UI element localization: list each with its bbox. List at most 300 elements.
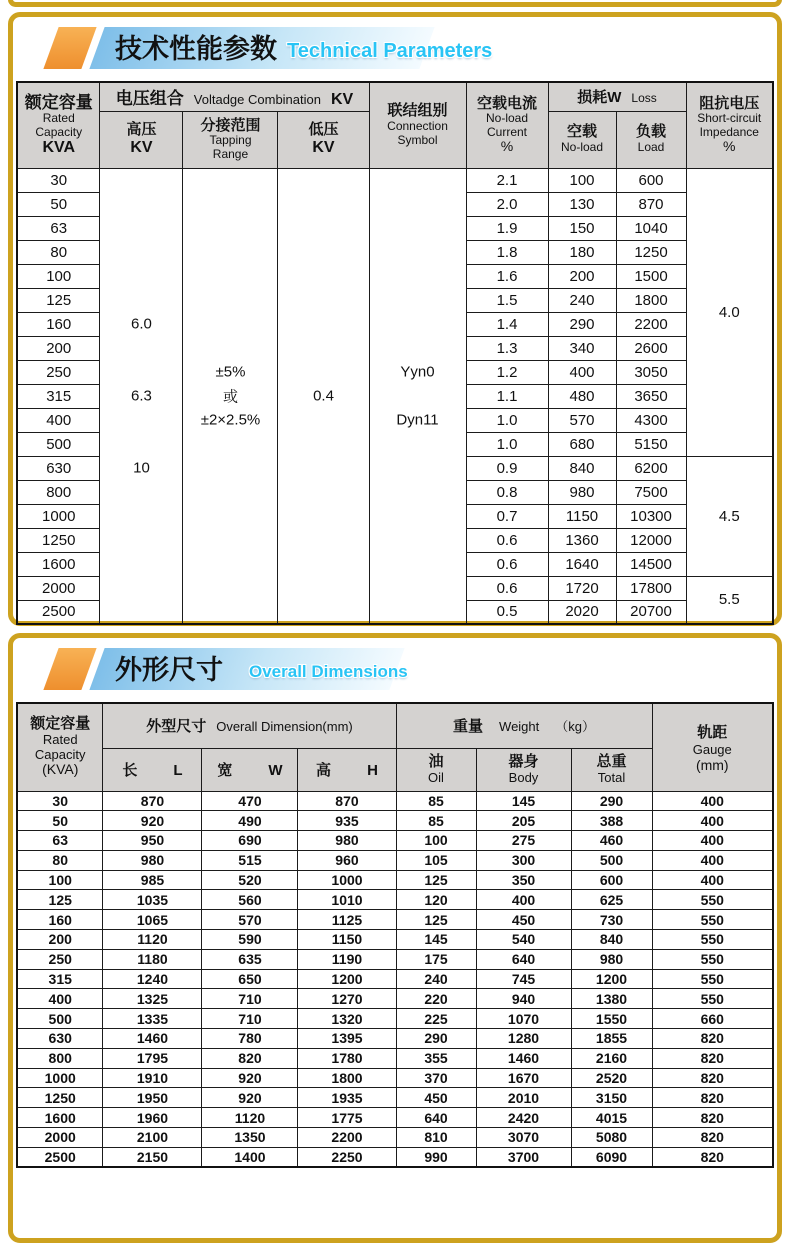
dim-table-row [17, 1009, 773, 1029]
width-cell: 635 [202, 949, 298, 969]
total-weight-cell: 980 [571, 949, 652, 969]
col-tapping-range [183, 111, 278, 168]
header-en: Overall Dimension(mm) [216, 719, 353, 735]
noload-loss-cell: 840 [548, 456, 616, 480]
header-cn: 外型尺寸 [146, 718, 207, 736]
noload-loss-cell: 570 [548, 408, 616, 432]
noload-loss-cell: 200 [548, 264, 616, 288]
width-cell: 1350 [202, 1128, 298, 1148]
overall-dimensions-table [16, 702, 774, 1168]
col-overall-dimension [103, 703, 396, 748]
load-loss-cell: 14500 [616, 552, 686, 576]
capacity-cell: 125 [17, 288, 100, 312]
noload-current-cell: 0.9 [466, 456, 548, 480]
width-cell: 920 [202, 1068, 298, 1088]
header-unit: （kg） [555, 719, 595, 735]
capacity-cell: 2000 [17, 1128, 103, 1148]
header-en: Connection [387, 119, 448, 134]
capacity-cell: 315 [17, 969, 103, 989]
gauge-cell: 400 [652, 831, 773, 851]
header-en: Capacity [35, 124, 83, 139]
noload-loss-cell: 680 [548, 432, 616, 456]
section2-title-en: Overall Dimensions [249, 662, 408, 681]
oil-weight-cell: 990 [396, 1147, 476, 1167]
body-weight-cell: 350 [476, 870, 571, 890]
section1-title-en: Technical Parameters [287, 40, 493, 62]
header-unit: % [500, 138, 514, 155]
oil-weight-cell: 85 [396, 811, 476, 831]
body-weight-cell: 1070 [476, 1009, 571, 1029]
width-cell: 650 [202, 969, 298, 989]
dim-table-row [17, 890, 773, 910]
noload-loss-cell: 1640 [548, 552, 616, 576]
length-cell: 1460 [103, 1029, 202, 1049]
capacity-cell: 800 [17, 480, 100, 504]
capacity-cell: 100 [17, 264, 100, 288]
dim-table-row [17, 949, 773, 969]
capacity-cell: 63 [17, 831, 103, 851]
noload-loss-cell: 290 [548, 312, 616, 336]
length-cell: 2100 [103, 1128, 202, 1148]
width-cell: 470 [202, 791, 298, 811]
capacity-cell: 63 [17, 216, 100, 240]
tapping-cell-value: ±5% [215, 363, 246, 381]
capacity-cell: 2500 [17, 1147, 103, 1167]
header-en: Range [212, 146, 249, 161]
col-connection-symbol [369, 82, 466, 168]
dim-table-body [17, 791, 773, 1167]
dim-table-row [17, 910, 773, 930]
height-cell: 1200 [298, 969, 396, 989]
length-cell: 1950 [103, 1088, 202, 1108]
height-cell: 2250 [298, 1147, 396, 1167]
capacity-cell: 80 [17, 850, 103, 870]
col-high-voltage [100, 111, 183, 168]
header-cn: 损耗W [577, 89, 622, 107]
total-weight-cell: 500 [571, 850, 652, 870]
capacity-cell: 630 [17, 1029, 103, 1049]
capacity-cell: 125 [17, 890, 103, 910]
length-cell: 1180 [103, 949, 202, 969]
width-cell: 710 [202, 1009, 298, 1029]
length-cell: 2150 [103, 1147, 202, 1167]
header-en: Body [508, 769, 539, 785]
header-en: Symbol [397, 132, 438, 147]
total-weight-cell: 730 [571, 910, 652, 930]
height-cell: 1935 [298, 1088, 396, 1108]
oil-weight-cell: 105 [396, 850, 476, 870]
header-en: Gauge [692, 742, 732, 758]
body-weight-cell: 450 [476, 910, 571, 930]
length-cell: 1795 [103, 1048, 202, 1068]
capacity-cell: 1000 [17, 1068, 103, 1088]
body-weight-cell: 1460 [476, 1048, 571, 1068]
dim-table-row [17, 850, 773, 870]
load-loss-cell: 1500 [616, 264, 686, 288]
oil-weight-cell: 100 [396, 831, 476, 851]
capacity-cell: 250 [17, 360, 100, 384]
length-cell: 980 [103, 850, 202, 870]
header-en: Voltadge Combination [193, 92, 321, 108]
height-cell: 1010 [298, 890, 396, 910]
width-cell: 820 [202, 1048, 298, 1068]
col-rated-capacity [17, 703, 103, 791]
width-cell: 690 [202, 831, 298, 851]
dim-table-row [17, 1108, 773, 1128]
width-cell: 570 [202, 910, 298, 930]
noload-loss-cell: 1360 [548, 528, 616, 552]
total-weight-cell: 1550 [571, 1009, 652, 1029]
capacity-cell: 250 [17, 949, 103, 969]
height-cell: 870 [298, 791, 396, 811]
noload-loss-cell: 2020 [548, 600, 616, 624]
header-cn: 电压组合 [115, 89, 184, 109]
tech-table-header [17, 82, 773, 168]
header-en: Capacity [34, 746, 86, 762]
col-loss [548, 82, 686, 111]
capacity-cell: 500 [17, 1009, 103, 1029]
capacity-cell: 200 [17, 930, 103, 950]
header-cn: 额定容量 [24, 93, 93, 113]
length-cell: 985 [103, 870, 202, 890]
lv-cell-value: 0.4 [313, 387, 334, 405]
tapping-cell [183, 168, 278, 624]
dim-table-row [17, 1048, 773, 1068]
oil-weight-cell: 810 [396, 1128, 476, 1148]
body-weight-cell: 300 [476, 850, 571, 870]
capacity-cell: 160 [17, 910, 103, 930]
oil-weight-cell: 370 [396, 1068, 476, 1088]
noload-loss-cell: 1150 [548, 504, 616, 528]
total-weight-cell: 460 [571, 831, 652, 851]
total-weight-cell: 625 [571, 890, 652, 910]
col-weight [396, 703, 652, 748]
previous-panel-edge [8, 0, 782, 7]
dim-table-row [17, 1068, 773, 1088]
capacity-cell: 30 [17, 168, 100, 192]
header-en: Load [637, 140, 665, 155]
header-unit: % [723, 138, 736, 155]
height-cell: 1125 [298, 910, 396, 930]
body-weight-cell: 2010 [476, 1088, 571, 1108]
col-load-loss [616, 111, 686, 168]
connection-cell-value: Dyn11 [396, 411, 439, 429]
dim-table-row [17, 1029, 773, 1049]
height-cell: 1775 [298, 1108, 396, 1128]
dim-table-row [17, 870, 773, 890]
col-length [103, 748, 202, 791]
gauge-cell: 550 [652, 949, 773, 969]
capacity-cell: 500 [17, 432, 100, 456]
technical-parameters-panel [8, 12, 782, 626]
noload-current-cell: 0.6 [466, 528, 548, 552]
height-cell: 1000 [298, 870, 396, 890]
noload-loss-cell: 240 [548, 288, 616, 312]
total-weight-cell: 3150 [571, 1088, 652, 1108]
tapping-cell-value: 或 [222, 388, 238, 406]
length-cell: 1325 [103, 989, 202, 1009]
capacity-cell: 400 [17, 989, 103, 1009]
noload-current-cell: 1.0 [466, 432, 548, 456]
height-cell: 980 [298, 831, 396, 851]
hv-cell-value: 10 [133, 459, 150, 476]
body-weight-cell: 3070 [476, 1128, 571, 1148]
header-en: Tapping [209, 133, 252, 148]
noload-current-cell: 0.6 [466, 552, 548, 576]
gauge-cell: 400 [652, 850, 773, 870]
header-en: Rated [42, 732, 78, 748]
gauge-cell: 400 [652, 870, 773, 890]
height-cell: 1190 [298, 949, 396, 969]
load-loss-cell: 870 [616, 192, 686, 216]
impedance-cell: 5.5 [686, 576, 773, 624]
noload-loss-cell: 180 [548, 240, 616, 264]
capacity-cell: 1600 [17, 1108, 103, 1128]
height-cell: 2200 [298, 1128, 396, 1148]
width-cell: 920 [202, 1088, 298, 1108]
capacity-cell: 160 [17, 312, 100, 336]
body-weight-cell: 640 [476, 949, 571, 969]
load-loss-cell: 1250 [616, 240, 686, 264]
capacity-cell: 400 [17, 408, 100, 432]
col-body [476, 748, 571, 791]
connection-cell-value: Yyn0 [400, 363, 435, 381]
load-loss-cell: 12000 [616, 528, 686, 552]
noload-current-cell: 0.5 [466, 600, 548, 624]
capacity-cell: 80 [17, 240, 100, 264]
total-weight-cell: 1380 [571, 989, 652, 1009]
header-cn: 长 [122, 762, 138, 779]
col-total [571, 748, 652, 791]
col-noload-current [466, 82, 548, 168]
col-gauge [652, 703, 773, 791]
gauge-cell: 820 [652, 1068, 773, 1088]
length-cell: 1960 [103, 1108, 202, 1128]
col-low-voltage [278, 111, 369, 168]
noload-current-cell: 0.7 [466, 504, 548, 528]
width-cell: 780 [202, 1029, 298, 1049]
noload-current-cell: 1.5 [466, 288, 548, 312]
header-cn: 分接范围 [200, 116, 261, 134]
total-weight-cell: 2160 [571, 1048, 652, 1068]
total-weight-cell: 4015 [571, 1108, 652, 1128]
header-en: Weight [499, 719, 540, 735]
capacity-cell: 50 [17, 811, 103, 831]
dim-table-row [17, 791, 773, 811]
length-cell: 920 [103, 811, 202, 831]
header-cn: 空载电流 [477, 94, 538, 112]
gauge-cell: 400 [652, 811, 773, 831]
col-rated-capacity [17, 82, 100, 168]
capacity-cell: 800 [17, 1048, 103, 1068]
gauge-cell: 550 [652, 989, 773, 1009]
body-weight-cell: 540 [476, 930, 571, 950]
header-unit: KV [130, 138, 153, 156]
height-cell: 960 [298, 850, 396, 870]
width-cell: 560 [202, 890, 298, 910]
body-weight-cell: 1670 [476, 1068, 571, 1088]
orange-slash-icon [43, 27, 96, 69]
load-loss-cell: 20700 [616, 600, 686, 624]
header-cn: 重量 [453, 718, 484, 736]
capacity-cell: 50 [17, 192, 100, 216]
height-cell: 1150 [298, 930, 396, 950]
body-weight-cell: 940 [476, 989, 571, 1009]
width-cell: 490 [202, 811, 298, 831]
header-en: Loss [631, 91, 657, 106]
oil-weight-cell: 450 [396, 1088, 476, 1108]
noload-loss-cell: 100 [548, 168, 616, 192]
oil-weight-cell: 120 [396, 890, 476, 910]
oil-weight-cell: 290 [396, 1029, 476, 1049]
header-unit: (mm) [695, 757, 729, 774]
height-cell: 1270 [298, 989, 396, 1009]
height-cell: 1800 [298, 1068, 396, 1088]
capacity-cell: 2000 [17, 576, 100, 600]
header-en: W [268, 762, 283, 779]
capacity-cell: 200 [17, 336, 100, 360]
lv-cell [278, 168, 369, 624]
noload-current-cell: 0.8 [466, 480, 548, 504]
body-weight-cell: 145 [476, 791, 571, 811]
body-weight-cell: 3700 [476, 1147, 571, 1167]
header-unit: KV [330, 91, 354, 109]
header-cn: 空载 [567, 123, 598, 141]
header-cn: 宽 [217, 762, 233, 779]
total-weight-cell: 388 [571, 811, 652, 831]
noload-loss-cell: 1720 [548, 576, 616, 600]
length-cell: 1910 [103, 1068, 202, 1088]
header-en: Impedance [699, 124, 759, 139]
section2-title-cn: 外形尺寸 [115, 655, 223, 685]
width-cell: 710 [202, 989, 298, 1009]
oil-weight-cell: 240 [396, 969, 476, 989]
noload-current-cell: 2.1 [466, 168, 548, 192]
width-cell: 515 [202, 850, 298, 870]
header-cn: 总重 [596, 752, 627, 770]
load-loss-cell: 5150 [616, 432, 686, 456]
gauge-cell: 550 [652, 930, 773, 950]
total-weight-cell: 1855 [571, 1029, 652, 1049]
header-en: L [173, 762, 183, 779]
noload-current-cell: 0.6 [466, 576, 548, 600]
header-cn: 轨距 [697, 724, 728, 742]
load-loss-cell: 6200 [616, 456, 686, 480]
capacity-cell: 630 [17, 456, 100, 480]
gauge-cell: 550 [652, 910, 773, 930]
length-cell: 950 [103, 831, 202, 851]
length-cell: 1120 [103, 930, 202, 950]
capacity-cell: 30 [17, 791, 103, 811]
header-en: Oil [428, 769, 444, 785]
capacity-cell: 1250 [17, 528, 100, 552]
total-weight-cell: 2520 [571, 1068, 652, 1088]
total-weight-cell: 6090 [571, 1147, 652, 1167]
capacity-cell: 2500 [17, 600, 100, 624]
header-en: No-load [561, 140, 604, 155]
length-cell: 870 [103, 791, 202, 811]
tech-table-body [17, 168, 773, 624]
header-cn: 高压 [126, 121, 157, 139]
col-noload-loss [548, 111, 616, 168]
col-width [202, 748, 298, 791]
overall-dimensions-panel [8, 633, 782, 1243]
body-weight-cell: 745 [476, 969, 571, 989]
noload-loss-cell: 400 [548, 360, 616, 384]
gauge-cell: 550 [652, 890, 773, 910]
noload-current-cell: 1.3 [466, 336, 548, 360]
col-oil [396, 748, 476, 791]
noload-current-cell: 1.2 [466, 360, 548, 384]
header-en: H [367, 762, 378, 779]
header-en: Current [487, 124, 528, 139]
oil-weight-cell: 145 [396, 930, 476, 950]
height-cell: 1395 [298, 1029, 396, 1049]
tech-table-row [17, 168, 773, 192]
body-weight-cell: 275 [476, 831, 571, 851]
noload-current-cell: 1.6 [466, 264, 548, 288]
header-en: Rated [42, 111, 75, 126]
orange-slash-icon [43, 648, 96, 690]
gauge-cell: 400 [652, 791, 773, 811]
hv-cell [100, 168, 183, 624]
height-cell: 1780 [298, 1048, 396, 1068]
header-cn: 负载 [636, 123, 667, 141]
dim-table-row [17, 831, 773, 851]
noload-current-cell: 1.8 [466, 240, 548, 264]
header-cn: 阻抗电压 [699, 94, 760, 112]
gauge-cell: 550 [652, 969, 773, 989]
width-cell: 590 [202, 930, 298, 950]
dim-table-row [17, 989, 773, 1009]
dim-table-header [17, 703, 773, 791]
header-en: No-load [486, 111, 529, 126]
impedance-cell: 4.0 [686, 168, 773, 456]
noload-loss-cell: 130 [548, 192, 616, 216]
impedance-cell: 4.5 [686, 456, 773, 576]
load-loss-cell: 600 [616, 168, 686, 192]
noload-loss-cell: 150 [548, 216, 616, 240]
total-weight-cell: 600 [571, 870, 652, 890]
capacity-cell: 1600 [17, 552, 100, 576]
section2-title [13, 646, 777, 692]
width-cell: 520 [202, 870, 298, 890]
noload-loss-cell: 980 [548, 480, 616, 504]
connection-cell [369, 168, 466, 624]
gauge-cell: 820 [652, 1029, 773, 1049]
capacity-cell: 100 [17, 870, 103, 890]
total-weight-cell: 1200 [571, 969, 652, 989]
oil-weight-cell: 125 [396, 910, 476, 930]
width-cell: 1400 [202, 1147, 298, 1167]
length-cell: 1240 [103, 969, 202, 989]
oil-weight-cell: 175 [396, 949, 476, 969]
gauge-cell: 820 [652, 1128, 773, 1148]
oil-weight-cell: 640 [396, 1108, 476, 1128]
body-weight-cell: 205 [476, 811, 571, 831]
load-loss-cell: 17800 [616, 576, 686, 600]
dim-table-row [17, 811, 773, 831]
total-weight-cell: 290 [571, 791, 652, 811]
load-loss-cell: 3650 [616, 384, 686, 408]
load-loss-cell: 1800 [616, 288, 686, 312]
dim-table-row [17, 1128, 773, 1148]
length-cell: 1335 [103, 1009, 202, 1029]
header-cn: 低压 [308, 121, 339, 139]
col-voltage-combination [100, 82, 369, 111]
header-unit: (KVA) [42, 761, 79, 778]
hv-cell-value: 6.0 [131, 315, 152, 333]
